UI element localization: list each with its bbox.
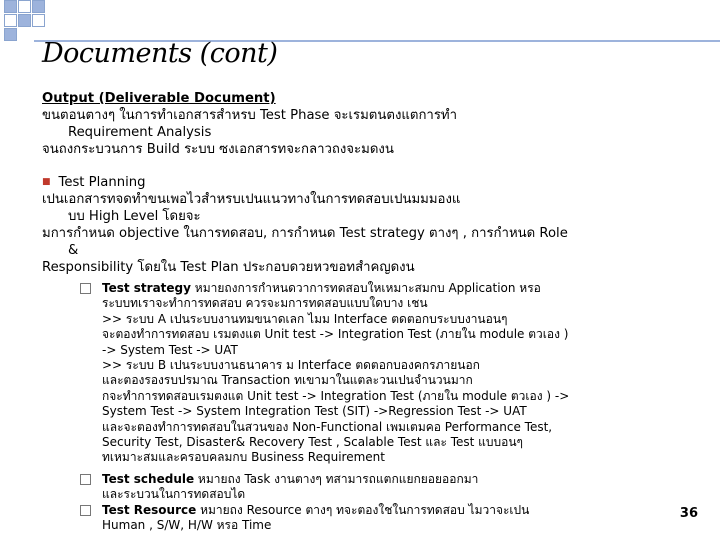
- strategy-line: และจะตองทำการทดสอบในสวนของ Non-Functional เพมเตมคอ Performance Test,: [102, 419, 553, 434]
- strategy-line: กจะทำการทดสอบเรมตงแต Unit test -> Integration Test (ภายใน module ตวเอง ) ->: [102, 388, 570, 403]
- resource-line: หมายถง Resource ตางๆ ทจะตองใชในการทดสอบ ไมวาจะเปน: [196, 503, 530, 517]
- output-heading: Output (Deliverable Document): [42, 91, 276, 106]
- checkbox-bullet-icon: [80, 283, 91, 294]
- strategy-line: Security Test, Disaster& Recovery Test , Scalable Test และ Test แบบอนๆ: [102, 435, 523, 450]
- strategy-line: >> ระบบ A เปนระบบงานทมขนาดเลก ไมม Interface ตดตอกบระบบงานอนๆ: [102, 311, 508, 326]
- test-planning-line: มการกำหนด objective ในการทดสอบ, การกำหนด Test strategy ตางๆ , การกำหนด Role: [42, 226, 568, 241]
- intro-line: จนถงกระบวนการ Build ระบบ ซงเอกสารทจะกลาวถงจะมดงน: [42, 142, 394, 157]
- intro-line: ขนตอนตางๆ ในการทำเอกสารสำหรบ Test Phase จะเรมตนตงแตการทำ: [42, 108, 458, 123]
- strategy-line: จะตองทำการทดสอบ เรมตงแต Unit test -> Integration Test (ภายใน module ตวเอง ): [102, 327, 569, 342]
- strategy-label: Test strategy: [102, 281, 191, 295]
- resource-line: Human , S/W, H/W หรอ Time: [102, 518, 272, 533]
- strategy-line: ระบบทเราจะทำการทดสอบ ควรจะมการทดสอบแบบใดบาง เชน: [102, 296, 428, 311]
- strategy-line: หมายถงการกำหนดวาการทดสอบใหเหมาะสมกบ Application หรอ: [190, 281, 541, 295]
- resource-label: Test Resource: [102, 503, 197, 517]
- test-planning-line: บบ High Level โดยจะ: [68, 209, 201, 224]
- test-planning-bullet: [42, 174, 702, 191]
- test-planning-line: Responsibility โดยใน Test Plan ประกอบดวยหวขอทสำคญดงน: [42, 260, 415, 275]
- strategy-line: และตองรองรบปรมาณ Transaction ทเขามาในแตละวนเปนจำนวนมาก: [102, 373, 473, 388]
- main-content: [42, 90, 702, 276]
- schedule-line: หมายถง Task งานตางๆ ทสามารถแตกแยกยอยออกมา: [194, 472, 479, 486]
- test-planning-line: เปนเอกสารทจดทำขนเพอไวสำหรบเปนแนวทางในการทดสอบเปนมมมองแ: [42, 192, 461, 207]
- corner-decoration: [0, 0, 140, 40]
- schedule-label: Test schedule: [102, 472, 195, 486]
- schedule-line: และระบวนในการทดสอบได: [102, 487, 246, 502]
- intro-line: Requirement Analysis: [68, 125, 212, 140]
- strategy-line: -> System Test -> UAT: [102, 342, 238, 357]
- checkbox-bullet-icon: [80, 505, 91, 516]
- slide-title: Documents (cont): [42, 38, 278, 69]
- strategy-line: ทเหมาะสมและครอบคลมกบ Business Requirement: [102, 450, 385, 465]
- checkbox-bullet-icon: [80, 474, 91, 485]
- test-planning-line: &: [68, 243, 79, 258]
- test-planning-label: Test Planning: [58, 175, 146, 190]
- strategy-line: System Test -> System Integration Test (SIT) ->Regression Test -> UAT: [102, 404, 527, 419]
- strategy-line: >> ระบบ B เปนระบบงานธนาคาร ม Interface ตดตอกบองคกรภายนอก: [102, 358, 480, 373]
- page-number: 36: [679, 506, 698, 521]
- bullet-square-icon: ■: [42, 177, 51, 187]
